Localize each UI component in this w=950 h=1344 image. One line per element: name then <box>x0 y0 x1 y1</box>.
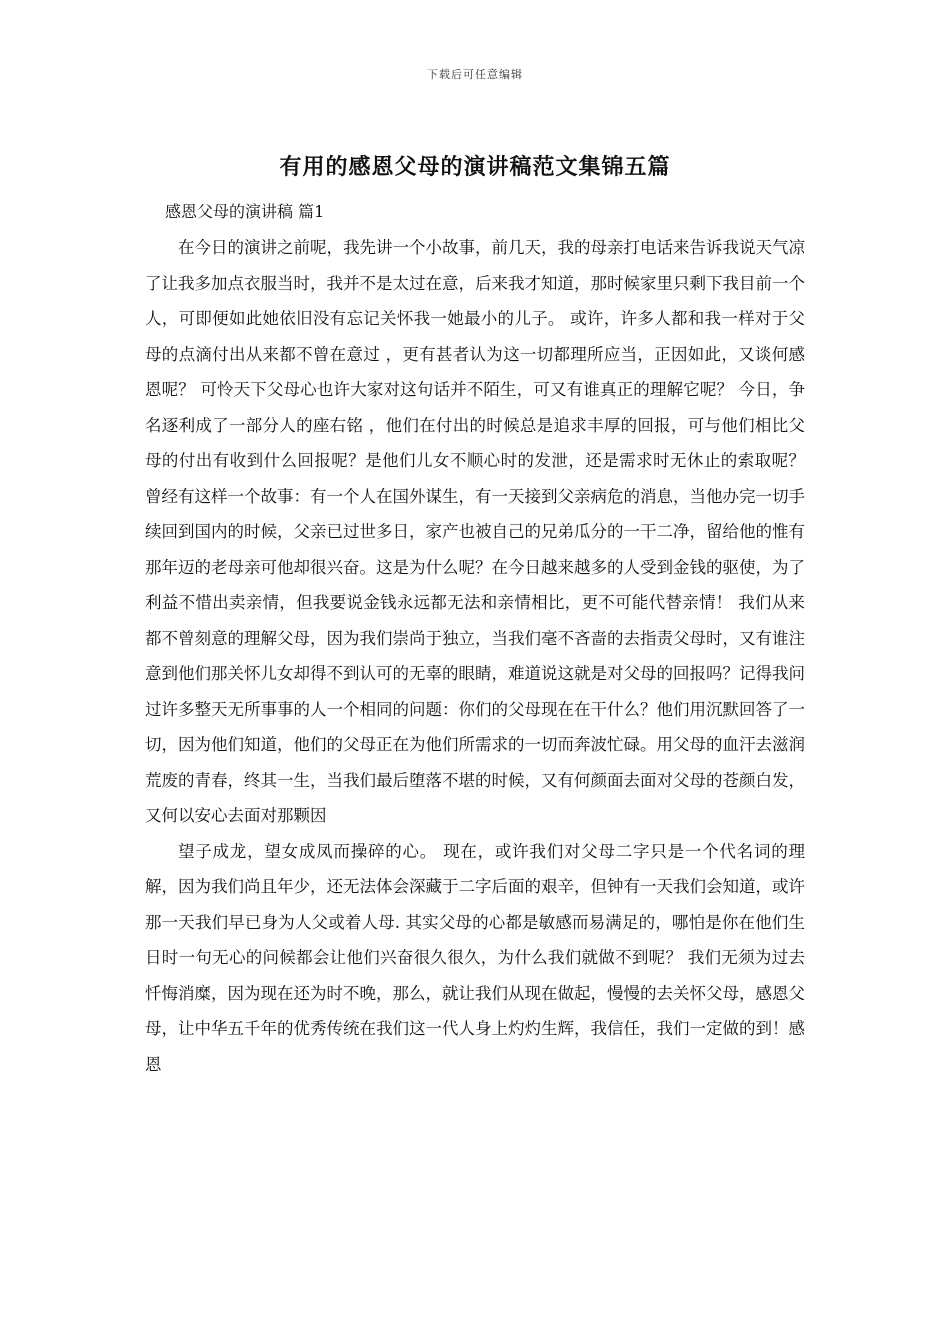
document-body <box>145 230 805 1082</box>
body-paragraph-1: 在今日的演讲之前呢，我先讲一个小故事，前几天，我的母亲打电话来告诉我说天气凉了让我多加点衣服当时，我并不是太过在意，后来我才知道，那时候家里只剩下我目前一个人，可即便如此她依旧没有忘记关怀我一她最小的儿子。 或许，许多人都和我一样对于父母的点滴付出从来都不曾在意过 ，更有甚者认为这一切都理所应当，正因如此，又谈何感恩呢？ 可怜天下父母心也许大家对这句话并不陌生，可又有谁真正的理解它呢？ 今日，争名逐利成了一部分人的座右铭 ，他们在付出的时候总是追求丰厚的回报，可与他们相比父母的付出有收到什么回报呢？是他们儿女不顺心时的发泄，还是需求时无休止的索取呢？ 曾经有这样一个故事：有一个人在国外谋生，有一天接到父亲病危的消息，当他办完一切手续回到国内的时候，父亲已过世多日，家产也被自己的兄弟瓜分的一干二净，留给他的惟有那年迈的老母亲可他却很兴奋。这是为什么呢？在今日越来越多的人受到金钱的驱使，为了利益不惜出卖亲情，但我要说金钱永远都无法和亲情相比，更不可能代替亲情！ 我们从来都不曾刻意的理解父母，因为我们崇尚于独立，当我们毫不吝啬的去指责父母时，又有谁注意到他们那关怀儿女却得不到认可的无辜的眼睛，难道说这就是对父母的回报吗？记得我问过许多整天无所事事的人一个相同的问题：你们的父母现在在干什么？他们用沉默回答了一切，因为他们知道，他们的父母正在为他们所需求的一切而奔波忙碌。用父母的血汗去滋润荒废的青春，终其一生，当我们最后堕落不堪的时候，又有何颜面去面对父母的苍颜白发，又何以安心去面对那颗因 <box>145 238 805 825</box>
document-title: 有用的感恩父母的演讲稿范文集锦五篇 <box>279 154 671 180</box>
page-header-note: 下载后可任意编辑 <box>427 68 523 81</box>
body-paragraph-2: 望子成龙，望女成凤而操碎的心。 现在，或许我们对父母二字只是一个代名词的理解，因为我们尚且年少，还无法体会深藏于二字后面的艰辛，但钟有一天我们会知道，或许那一天我们早已身为人父或着人母. 其实父母的心都是敏感而易满足的，哪怕是你在他们生日时一句无心的问候都会让他们兴奋很久很久，为什么我们就做不到呢？ 我们无须为过去忏悔消糜，因为现在还为时不晚，那么，就让我们从现在做起，慢慢的去关怀父母，感恩父母，让中华五千年的优秀传统在我们这一代人身上灼灼生辉，我信任，我们一定做的到！感恩 <box>145 841 805 1074</box>
section-heading: 感恩父母的演讲稿 篇1 <box>165 202 325 221</box>
